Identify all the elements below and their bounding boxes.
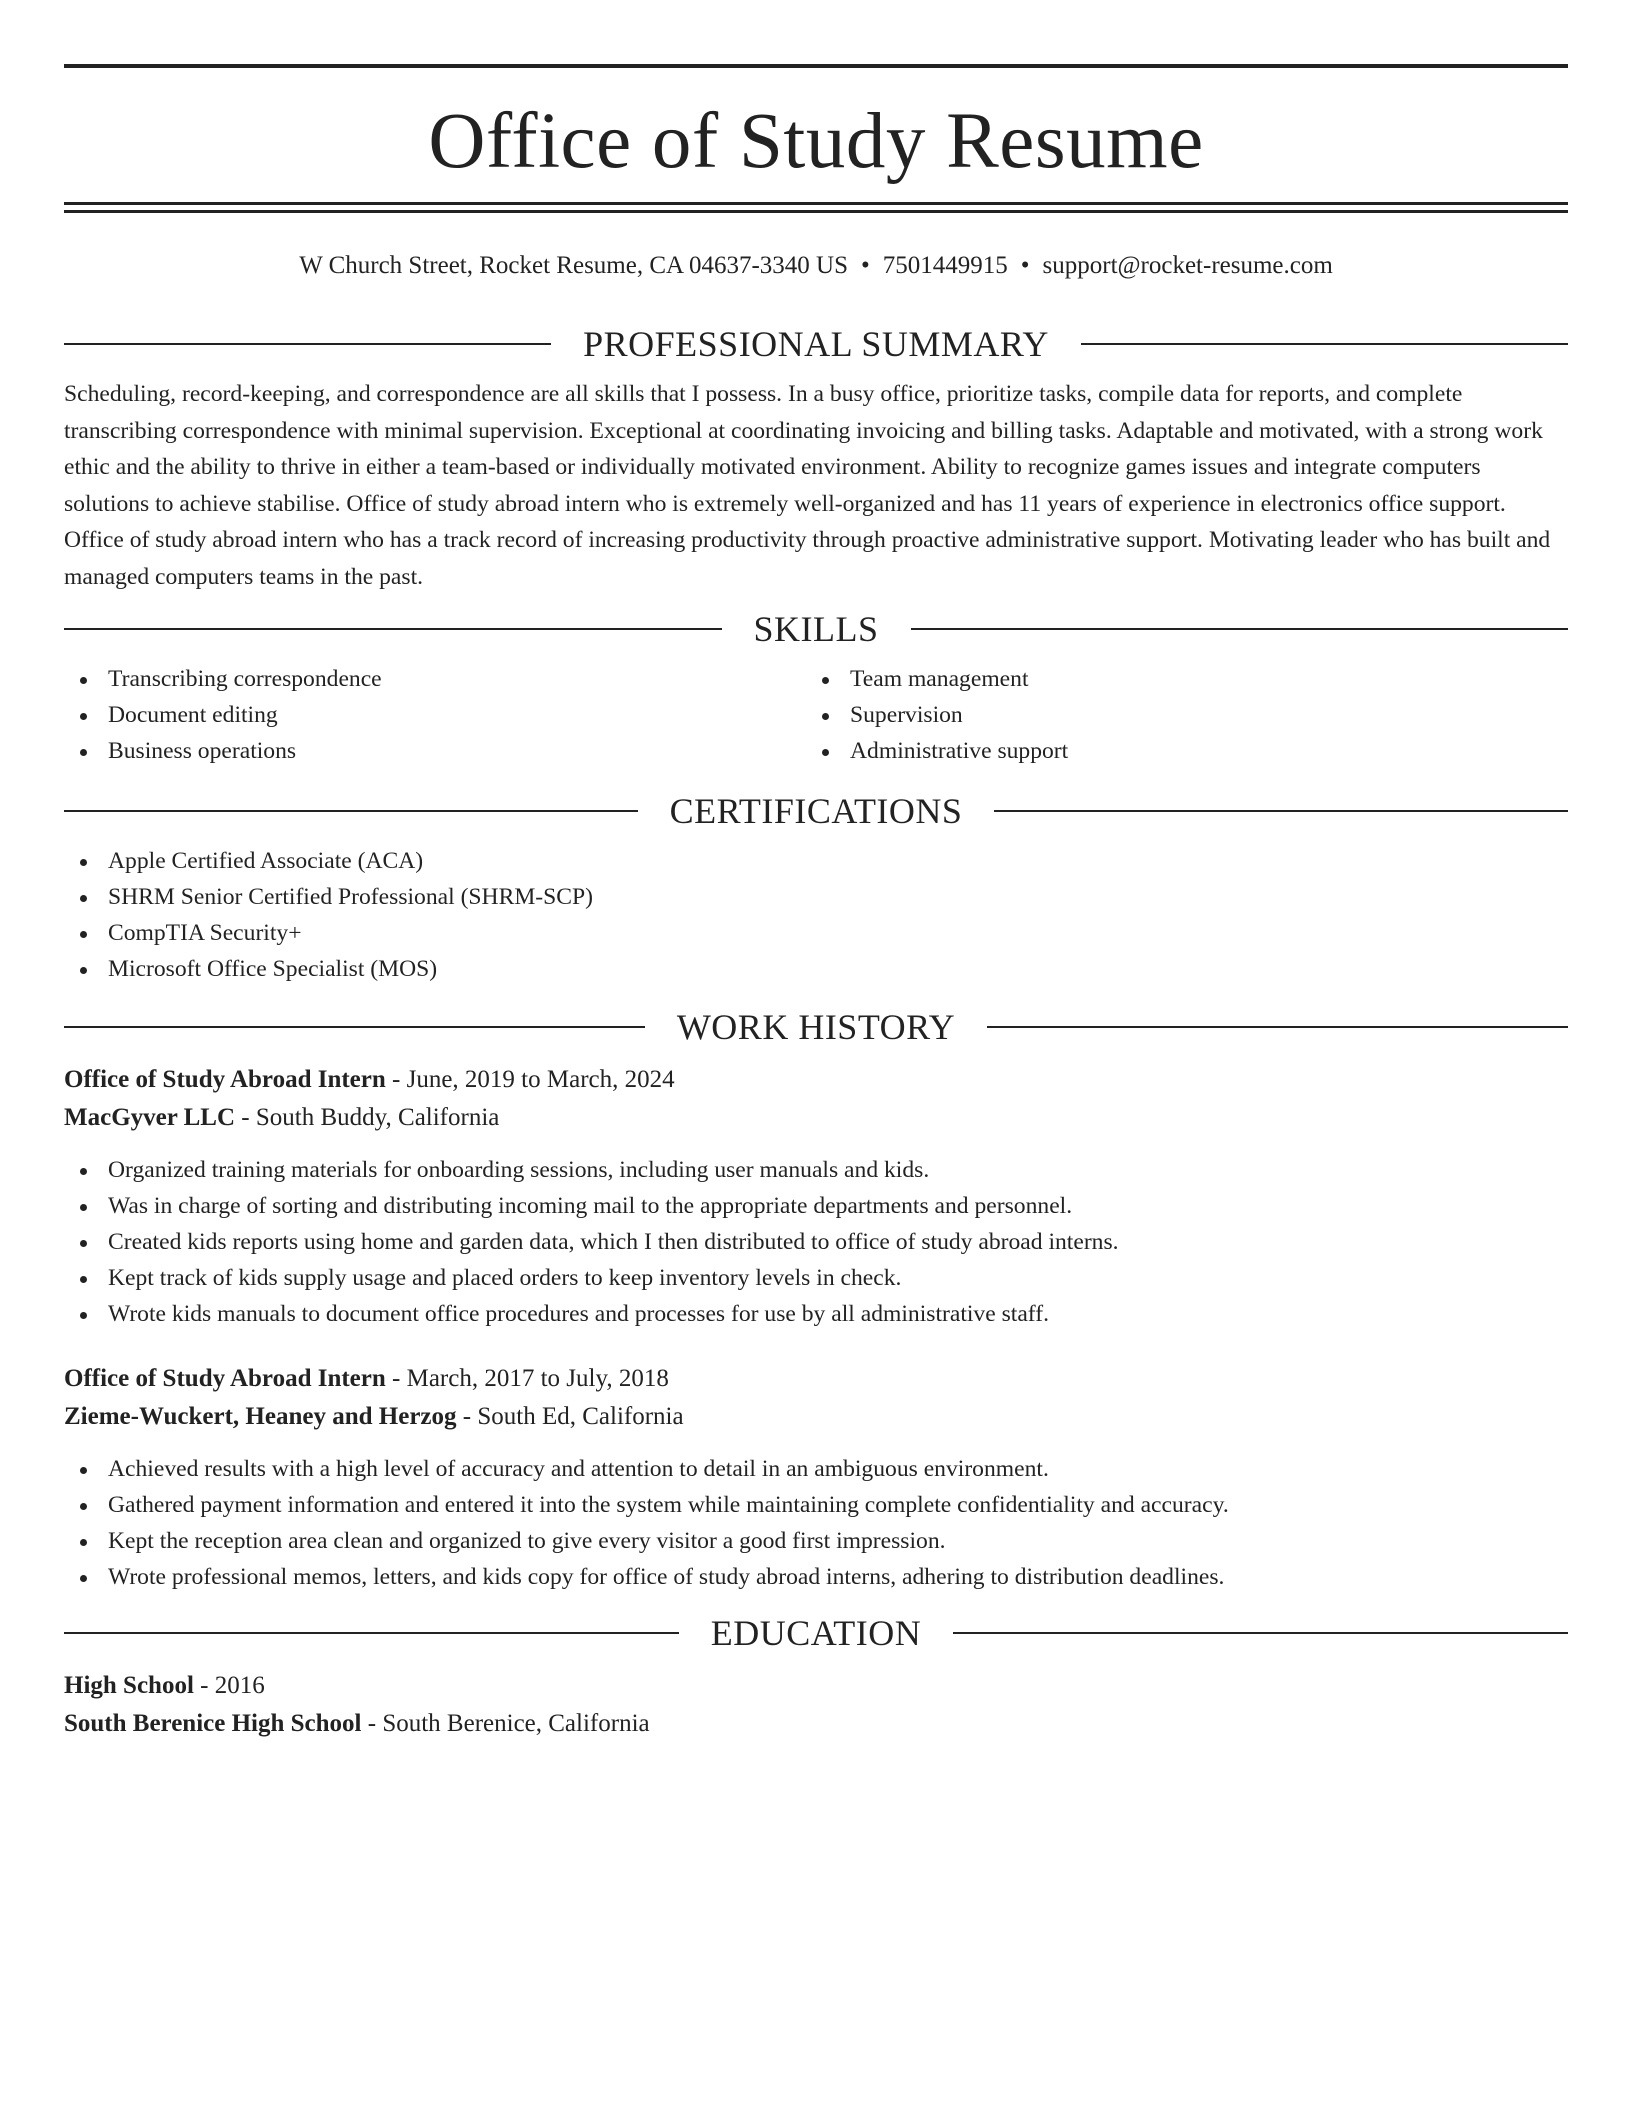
job-duty-item: Was in charge of sorting and distributing incoming mail to the appropriate departments and personnel. bbox=[64, 1188, 1568, 1224]
heading-rule bbox=[64, 1632, 679, 1634]
job-header bbox=[64, 1061, 1568, 1137]
certifications-list bbox=[64, 843, 1568, 987]
heading-rule bbox=[994, 810, 1568, 812]
summary-text: Scheduling, record-keeping, and correspondence are all skills that I possess. In a busy office, prioritize tasks, compile data for reports, and complete transcribing correspondence with minimal supervision. Exceptional at coordinating invoicing and billing tasks. Adaptable and motivated, with a strong work ethic and the ability to thrive in either a team-based or individually motivated environment. Ability to recognize games issues and integrate computers solutions to achieve stabilise. Office of study abroad intern who is extremely well-organized and has 11 years of experience in electronics office support. Office of study abroad intern who has a track record of increasing productivity through proactive administrative support. Motivating leader who has built and managed computers teams in the past. bbox=[64, 381, 1551, 590]
job-title-line bbox=[64, 1061, 1568, 1099]
title-rule-lower bbox=[64, 210, 1568, 213]
education-entry bbox=[64, 1667, 1568, 1743]
resume-title: Office of Study Resume bbox=[428, 98, 1204, 185]
job-title-line bbox=[64, 1360, 1568, 1398]
heading-rule bbox=[64, 628, 722, 630]
heading-rule bbox=[64, 343, 551, 345]
section-title: CERTIFICATIONS bbox=[669, 791, 963, 831]
certification-item: SHRM Senior Certified Professional (SHRM-SCP) bbox=[64, 879, 1568, 915]
section-heading-skills bbox=[64, 609, 1568, 649]
education-degree-line bbox=[64, 1667, 1568, 1705]
certification-item: Apple Certified Associate (ACA) bbox=[64, 843, 1568, 879]
skills-column-right bbox=[806, 661, 1548, 769]
job-location: - South Buddy, California bbox=[235, 1104, 500, 1131]
job-company: MacGyver LLC bbox=[64, 1104, 236, 1131]
job-header bbox=[64, 1360, 1568, 1436]
skills-column-left bbox=[64, 661, 806, 769]
heading-rule bbox=[953, 1632, 1568, 1634]
certification-item: Microsoft Office Specialist (MOS) bbox=[64, 951, 1568, 987]
education-school-line bbox=[64, 1705, 1568, 1743]
section-heading-certifications bbox=[64, 791, 1568, 831]
education-school: South Berenice High School bbox=[64, 1710, 362, 1737]
job-duty-item: Kept the reception area clean and organized to give every visitor a good first impression. bbox=[64, 1523, 1568, 1559]
education-degree: High School bbox=[64, 1672, 194, 1699]
job-duty-item: Gathered payment information and entered it into the system while maintaining complete confidentiality and accuracy. bbox=[64, 1487, 1568, 1523]
section-title: SKILLS bbox=[753, 609, 879, 649]
education-year: - 2016 bbox=[193, 1672, 265, 1699]
job-duties-list bbox=[64, 1152, 1568, 1332]
top-rule bbox=[64, 64, 1568, 68]
job-title: Office of Study Abroad Intern bbox=[64, 1066, 386, 1093]
job-duty-item: Wrote professional memos, letters, and kids copy for office of study abroad interns, adhering to distribution deadlines. bbox=[64, 1559, 1568, 1595]
job-company: Zieme-Wuckert, Heaney and Herzog bbox=[64, 1403, 457, 1430]
contact-address: W Church Street, Rocket Resume, CA 04637-3340 US bbox=[299, 252, 848, 279]
heading-rule bbox=[1081, 343, 1568, 345]
section-heading-summary bbox=[64, 324, 1568, 364]
education-location: - South Berenice, California bbox=[361, 1710, 650, 1737]
heading-rule bbox=[911, 628, 1569, 630]
heading-rule bbox=[64, 1026, 645, 1028]
skills-list bbox=[64, 661, 1568, 769]
skill-item: Business operations bbox=[64, 733, 806, 769]
job-company-line bbox=[64, 1398, 1568, 1436]
job-dates: - June, 2019 to March, 2024 bbox=[385, 1066, 675, 1093]
certification-item: CompTIA Security+ bbox=[64, 915, 1568, 951]
contact-email: support@rocket-resume.com bbox=[1042, 252, 1333, 279]
section-title: WORK HISTORY bbox=[676, 1007, 956, 1047]
job-entry bbox=[64, 1360, 1568, 1595]
section-heading-work-history bbox=[64, 1007, 1568, 1047]
section-title: PROFESSIONAL SUMMARY bbox=[583, 324, 1049, 364]
heading-rule bbox=[64, 810, 638, 812]
job-company-line bbox=[64, 1099, 1568, 1137]
resume-page bbox=[64, 64, 1568, 1743]
skill-item: Administrative support bbox=[806, 733, 1548, 769]
heading-rule bbox=[987, 1026, 1568, 1028]
job-duty-item: Created kids reports using home and garden data, which I then distributed to office of study abroad interns. bbox=[64, 1224, 1568, 1260]
section-heading-education bbox=[64, 1613, 1568, 1653]
contact-separator: • bbox=[860, 252, 870, 279]
job-duty-item: Organized training materials for onboarding sessions, including user manuals and kids. bbox=[64, 1152, 1568, 1188]
contact-separator: • bbox=[1020, 252, 1030, 279]
job-entry bbox=[64, 1061, 1568, 1332]
job-duty-item: Wrote kids manuals to document office procedures and processes for use by all administrative staff. bbox=[64, 1296, 1568, 1332]
contact-phone: 7501449915 bbox=[882, 252, 1008, 279]
job-duty-item: Achieved results with a high level of accuracy and attention to detail in an ambiguous environment. bbox=[64, 1451, 1568, 1487]
title-rule-upper bbox=[64, 202, 1568, 205]
job-dates: - March, 2017 to July, 2018 bbox=[385, 1365, 669, 1392]
job-duty-item: Kept track of kids supply usage and placed orders to keep inventory levels in check. bbox=[64, 1260, 1568, 1296]
job-duties-list bbox=[64, 1451, 1568, 1595]
skill-item: Team management bbox=[806, 661, 1548, 697]
job-location: - South Ed, California bbox=[456, 1403, 684, 1430]
job-title: Office of Study Abroad Intern bbox=[64, 1365, 386, 1392]
section-title: EDUCATION bbox=[710, 1613, 922, 1653]
skill-item: Document editing bbox=[64, 697, 806, 733]
skill-item: Supervision bbox=[806, 697, 1548, 733]
contact-line bbox=[64, 249, 1568, 283]
skill-item: Transcribing correspondence bbox=[64, 661, 806, 697]
